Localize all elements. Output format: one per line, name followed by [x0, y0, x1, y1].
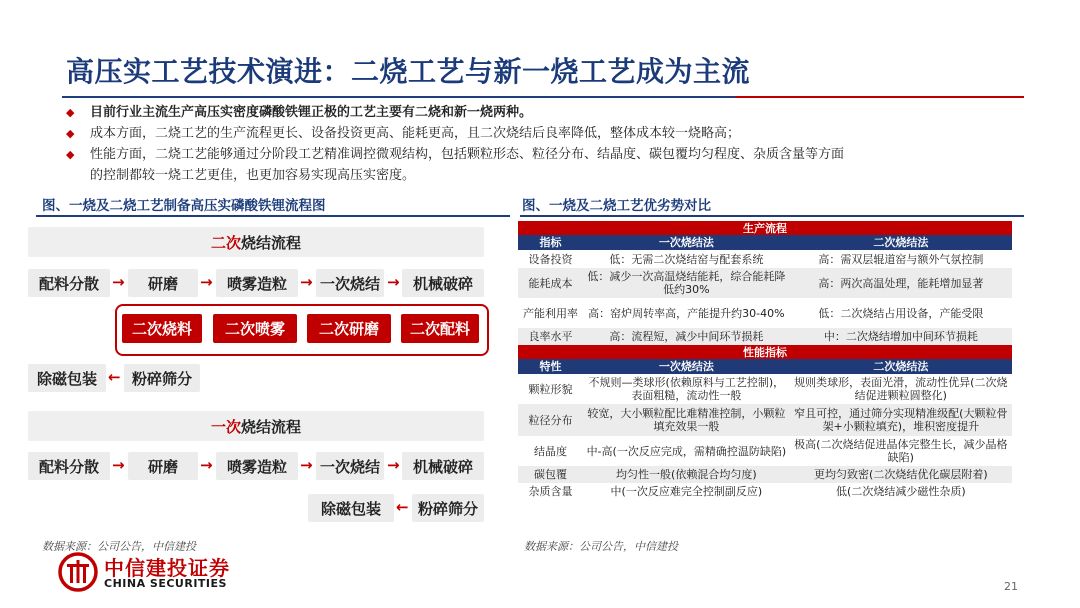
arrow-right-icon: →: [300, 273, 313, 291]
flow1-step-sinter1: 一次烧结: [316, 452, 384, 480]
flow2-step-pack: 除磁包装: [28, 364, 106, 392]
flow2-step-sinter1: 一次烧结: [316, 269, 384, 297]
column-header-row: 特性 一次烧结法 二次烧结法: [518, 359, 1012, 374]
table-row: 杂质含量 中(一次反应难完全控制副反应) 低(二次烧结减少磁性杂质): [518, 483, 1012, 500]
section-header-row: 性能指标: [518, 345, 1012, 359]
arrow-right-icon: →: [200, 273, 213, 291]
diamond-bullet-icon: ◆: [66, 148, 75, 161]
loop-step-grind2: 二次研磨: [307, 314, 391, 343]
arrow-right-icon: →: [200, 456, 213, 474]
loop-step-mix2: 二次配料: [401, 314, 479, 343]
arrow-right-icon: →: [387, 273, 400, 291]
flow1-step-crush: 机械破碎: [402, 452, 484, 480]
table-row: 能耗成本 低：减少一次高温烧结能耗，综合能耗降低约30% 高：两次高温处理，能耗增加显著: [518, 268, 1012, 298]
arrow-left-icon: ←: [108, 368, 121, 386]
section-header-row: 生产流程: [518, 221, 1012, 235]
left-figure-caption: 图、一烧及二烧工艺制备高压实磷酸铁锂流程图: [42, 198, 326, 214]
right-source-note: 数据来源：公司公告，中信建投: [524, 540, 678, 553]
flow1-step-pack: 除磁包装: [308, 494, 394, 522]
loop-step-sinter2: 二次烧料: [122, 314, 202, 343]
diamond-bullet-icon: ◆: [66, 106, 75, 119]
flow1-step-grind: 研磨: [128, 452, 198, 480]
flow2-header: 二次 烧结流程: [28, 227, 484, 257]
table-row: 良率水平 高：流程短，减少中间环节损耗 中：二次烧结增加中间环节损耗: [518, 328, 1012, 345]
bullet-item: ◆ 成本方面，二烧工艺的生产流程更长、设备投资更高、能耗更高，且二次烧结后良率降低，整体成本较一烧略高；: [66, 123, 1026, 144]
bullet-item: ◆ 目前行业主流生产高压实密度磷酸铁锂正极的工艺主要有二烧和新一烧两种。: [66, 102, 1026, 123]
table-row: 粒径分布 较宽，大小颗粒配比难精准控制，小颗粒填充效果一般 窄且可控，通过筛分实现精准级配(大颗粒骨架+小颗粒填充)，堆积密度提升: [518, 404, 1012, 436]
flow2-step-grind: 研磨: [128, 269, 198, 297]
table-row: 颗粒形貌 不规则—类球形(依赖原料与工艺控制)，表面粗糙，流动性一般 规则类球形，表面光滑，流动性优异(二次烧结促进颗粒圆整化): [518, 374, 1012, 404]
flow1-step-spray: 喷雾造粒: [216, 452, 298, 480]
loop-step-spray2: 二次喷雾: [213, 314, 297, 343]
flow2-step-mix: 配料分散: [28, 269, 110, 297]
table-row: 产能利用率 高：窑炉周转率高，产能提升约30-40% 低：二次烧结占用设备，产能受限: [518, 298, 1012, 328]
bullet-item-continuation: 的控制都较一烧工艺更佳，也更加容易实现高压实密度。: [90, 168, 416, 183]
arrow-left-icon: ←: [396, 498, 409, 516]
arrow-right-icon: →: [112, 456, 125, 474]
bullet-item: ◆ 性能方面，二烧工艺能够通过分阶段工艺精准调控微观结构，包括颗粒形态、粒径分布、结晶度、碳包覆均匀程度、杂质含量等方面: [66, 144, 1026, 165]
table-row: 结晶度 中-高(一次反应完成，需精确控温防缺陷) 极高(二次烧结促进晶体完整生长，减少晶格缺陷): [518, 436, 1012, 466]
right-figure-caption: 图、一烧及二烧工艺优劣势对比: [522, 198, 711, 214]
comparison-table: [518, 221, 1012, 500]
logo-english-name: CHINA SECURITIES: [104, 577, 227, 590]
left-source-note: 数据来源：公司公告，中信建投: [42, 540, 196, 553]
bullet-list: [66, 102, 1026, 186]
flow2-step-spray: 喷雾造粒: [216, 269, 298, 297]
arrow-right-icon: →: [300, 456, 313, 474]
table-row: 碳包覆 均匀性一般(依赖混合均匀度) 更均匀致密(二次烧结优化碳层附着): [518, 466, 1012, 483]
column-header-row: 指标 一次烧结法 二次烧结法: [518, 235, 1012, 250]
page-number: 21: [1004, 580, 1018, 593]
diamond-bullet-icon: ◆: [66, 127, 75, 140]
arrow-right-icon: →: [112, 273, 125, 291]
caption-divider: [36, 215, 1024, 217]
flow1-step-sieve: 粉碎筛分: [412, 494, 484, 522]
flow1-header: 一次 烧结流程: [28, 411, 484, 441]
arrow-right-icon: →: [387, 456, 400, 474]
page-title: 高压实工艺技术演进：二烧工艺与新一烧工艺成为主流: [66, 55, 751, 88]
citic-securities-logo-icon: [58, 552, 98, 592]
flow2-step-sieve: 粉碎筛分: [124, 364, 200, 392]
flow2-step-crush: 机械破碎: [402, 269, 484, 297]
table-row: 设备投资 低：无需二次烧结窑与配套系统 高：需双层辊道窑与额外气氛控制: [518, 250, 1012, 268]
title-divider: [62, 96, 1024, 98]
logo-chinese-name: 中信建投证券: [104, 556, 230, 580]
flow1-step-mix: 配料分散: [28, 452, 110, 480]
